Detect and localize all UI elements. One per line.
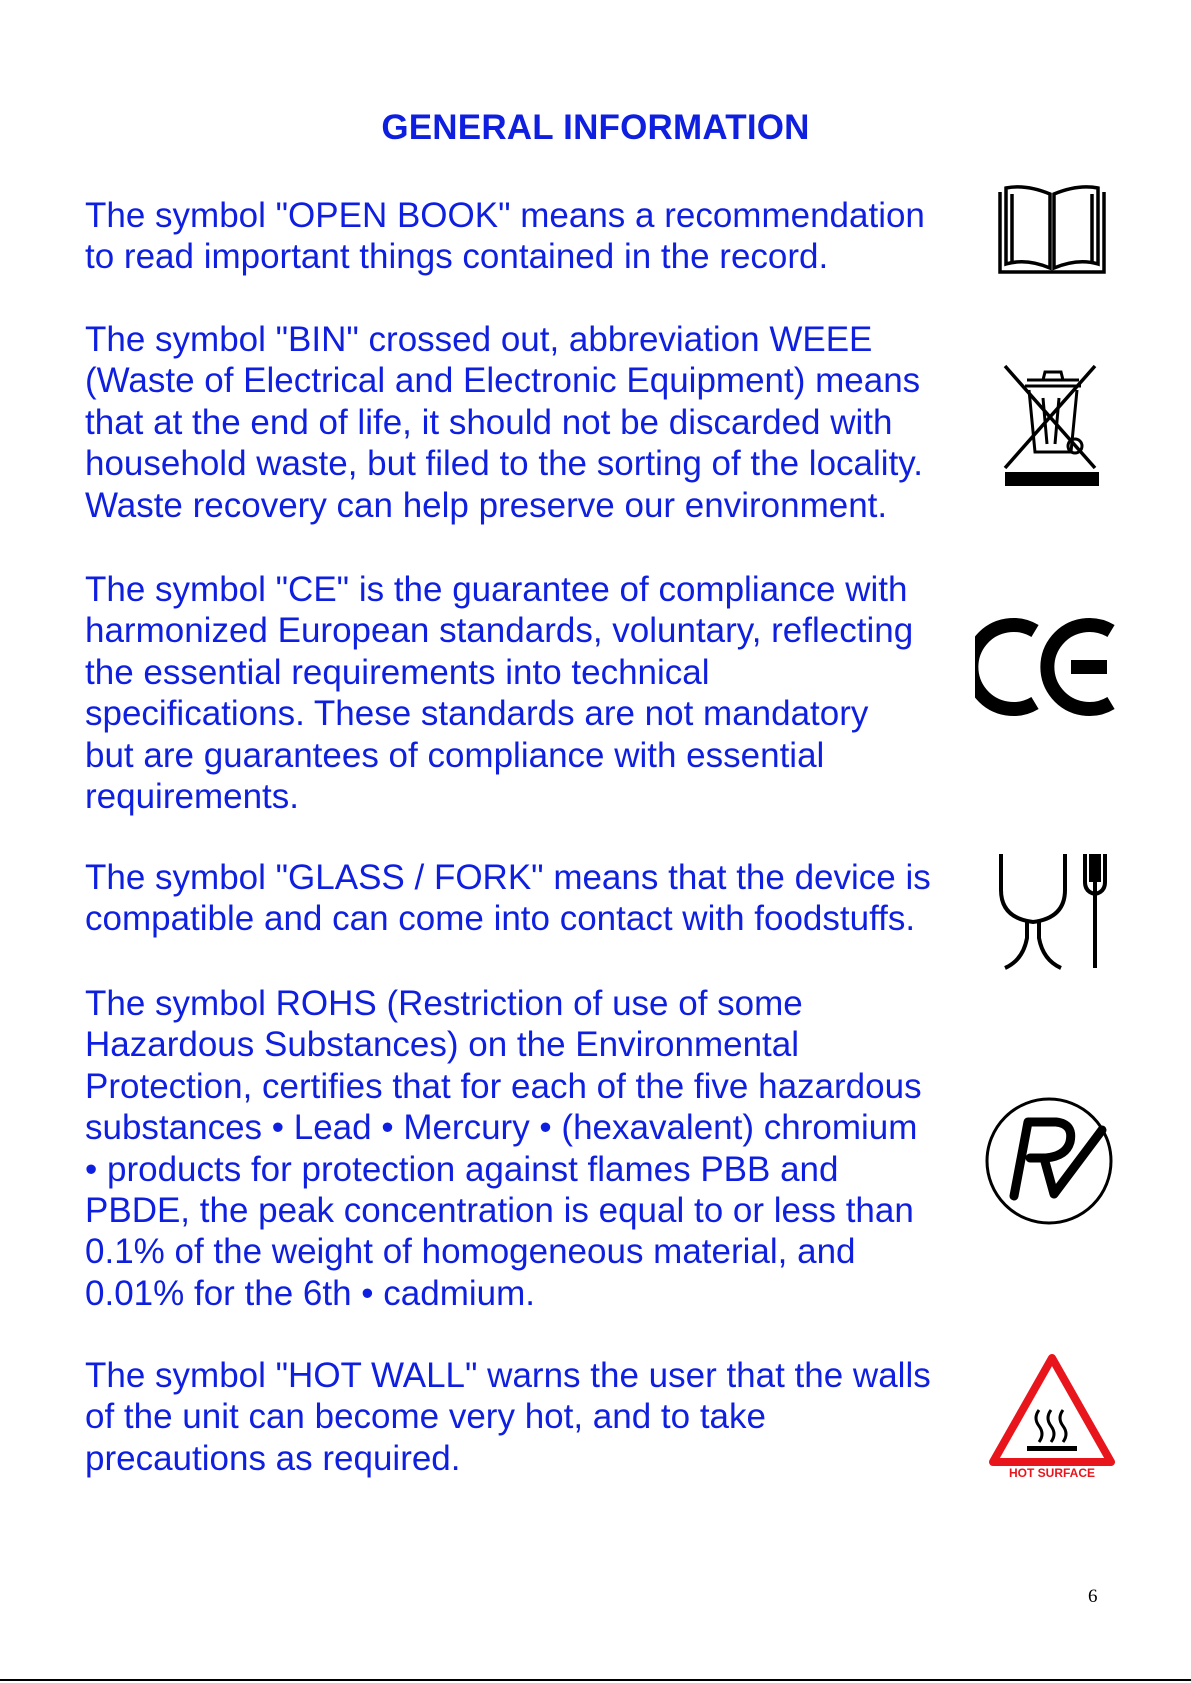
open-book-paragraph <box>85 195 965 278</box>
hot-surface-label: HOT SURFACE <box>1008 1466 1096 1480</box>
page-title: GENERAL INFORMATION <box>381 108 810 147</box>
glass-fork-paragraph <box>85 857 965 940</box>
text-line: The symbol "BIN" crossed out, abbreviation WEEE <box>85 320 873 359</box>
weee-paragraph <box>85 319 965 526</box>
text-line: 0.01% for the 6th • cadmium. <box>85 1273 535 1313</box>
ce-mark-icon <box>975 617 1117 717</box>
text-line: the essential requirements into technical <box>85 652 710 692</box>
open-book-icon <box>996 184 1108 280</box>
text-line: substances • Lead • Mercury • (hexavalent) chromium <box>85 1108 918 1148</box>
text-line: The symbol "GLASS / FORK" means that the device is <box>85 858 931 897</box>
glass-fork-icon <box>997 852 1109 970</box>
text-line: Waste recovery can help preserve our environment. <box>85 485 888 525</box>
text-line: The symbol ROHS (Restriction of use of some <box>85 984 803 1023</box>
crossed-out-bin-icon <box>1003 364 1101 488</box>
text-line: (Waste of Electrical and Electronic Equipment) means <box>85 361 921 401</box>
hot-wall-paragraph <box>85 1355 965 1479</box>
text-line: of the unit can become very hot, and to take <box>85 1397 766 1437</box>
ce-paragraph <box>85 569 965 817</box>
page-number: 6 <box>1088 1586 1098 1607</box>
text-line: harmonized European standards, voluntary, reflecting <box>85 611 914 651</box>
text-line: but are guarantees of compliance with essential <box>85 735 825 775</box>
hot-surface-warning-icon <box>987 1352 1117 1480</box>
text-line: • products for protection against flames PBB and <box>85 1149 839 1189</box>
text-line: PBDE, the peak concentration is equal to or less than <box>85 1191 914 1231</box>
text-line: compatible and can come into contact with foodstuffs. <box>85 899 916 939</box>
rohs-icon <box>984 1096 1114 1226</box>
text-line: The symbol "CE" is the guarantee of compliance with <box>85 570 908 609</box>
text-line: requirements. <box>85 777 299 817</box>
rohs-paragraph <box>85 983 965 1314</box>
bottom-rule <box>0 1679 1191 1681</box>
text-line: specifications. These standards are not mandatory <box>85 694 869 734</box>
text-line: 0.1% of the weight of homogeneous material, and <box>85 1232 856 1272</box>
text-line: Hazardous Substances) on the Environmental <box>85 1025 800 1065</box>
text-line: to read important things contained in the record. <box>85 237 829 277</box>
text-line: that at the end of life, it should not be discarded with <box>85 402 893 442</box>
text-line: precautions as required. <box>85 1438 461 1478</box>
text-line: household waste, but filed to the sorting of the locality. <box>85 444 923 484</box>
text-line: The symbol "HOT WALL" warns the user that the walls <box>85 1356 931 1395</box>
text-line: Protection, certifies that for each of the five hazardous <box>85 1066 922 1106</box>
text-line: The symbol "OPEN BOOK" means a recommendation <box>85 196 925 235</box>
